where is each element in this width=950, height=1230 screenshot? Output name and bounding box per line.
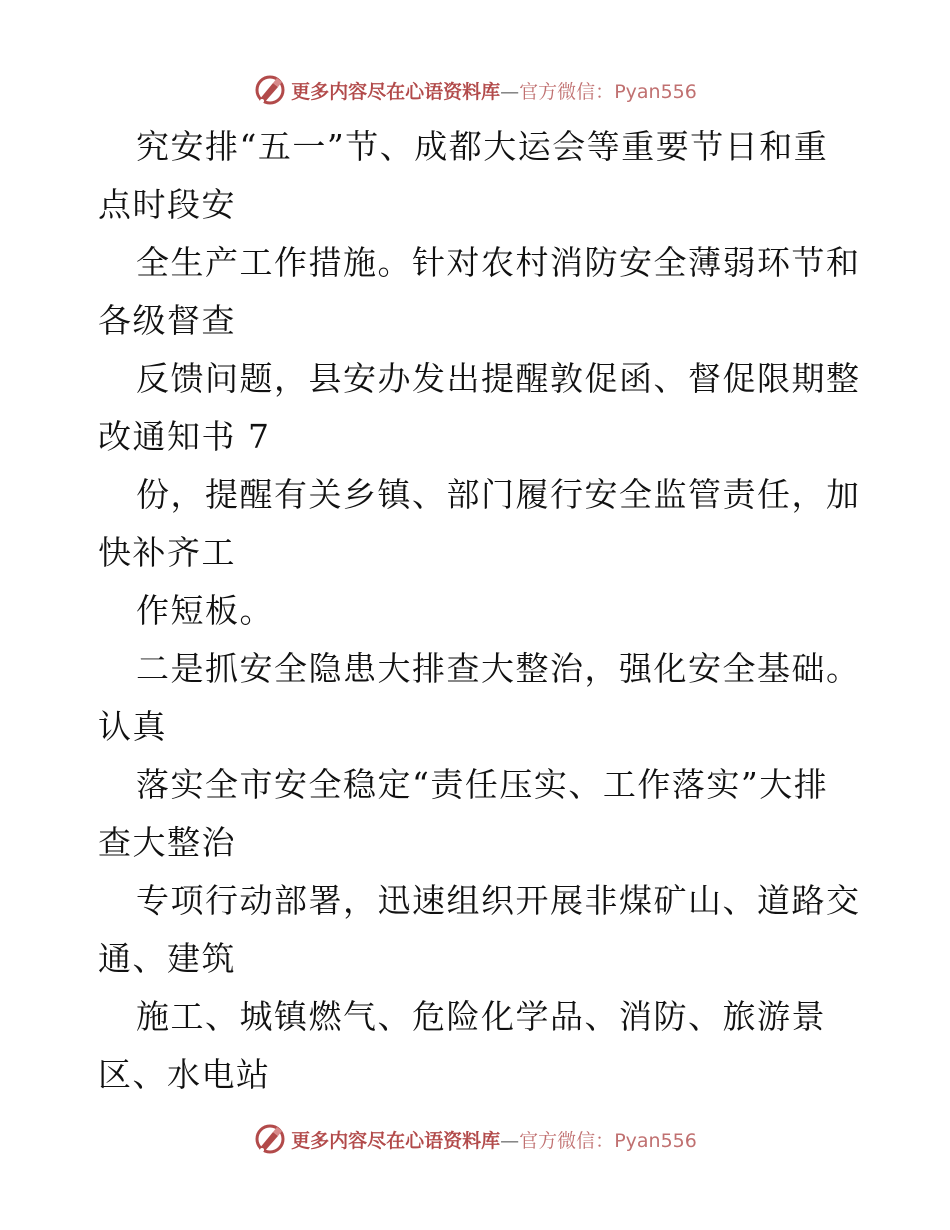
text-line: 点时段安	[98, 185, 236, 224]
text-line: 落实全市安全稳定“责任压实、工作落实”大排	[136, 765, 829, 804]
document-body	[98, 118, 861, 1104]
text-line: 各级督查	[98, 301, 236, 340]
text-line: 通、建筑	[98, 939, 236, 978]
text-line: 反馈问题，县安办发出提醒敦促函、督促限期整	[136, 359, 861, 398]
text-line: 专项行动部署，迅速组织开展非煤矿山、道路交	[136, 881, 861, 920]
text-line: 快补齐工	[98, 533, 236, 572]
banner-separator: —	[500, 80, 520, 103]
footer-watermark	[0, 1119, 950, 1159]
banner-separator: —	[500, 1129, 520, 1152]
text-line: 区、水电站	[98, 1055, 271, 1094]
text-line: 二是抓安全隐患大排查大整治，强化安全基础。	[136, 649, 861, 688]
text-line: 改通知书 7	[98, 417, 271, 456]
header-watermark	[0, 70, 950, 110]
text-line: 份，提醒有关乡镇、部门履行安全监管责任，加	[136, 475, 861, 514]
official-label: 官方微信：	[519, 80, 615, 103]
brand-text: 更多内容尽在心语资料库	[291, 80, 501, 103]
text-line: 施工、城镇燃气、危险化学品、消防、旅游景	[136, 997, 826, 1036]
official-label: 官方微信：	[519, 1129, 615, 1152]
wechat-id: Pyan556	[614, 1129, 697, 1152]
text-line: 究安排“五一”节、成都大运会等重要节日和重	[136, 127, 829, 166]
pen-in-circle-icon	[253, 73, 287, 107]
text-line: 全生产工作措施。针对农村消防安全薄弱环节和	[136, 243, 861, 282]
brand-text: 更多内容尽在心语资料库	[291, 1129, 501, 1152]
text-line: 认真	[98, 707, 167, 746]
text-line: 查大整治	[98, 823, 236, 862]
wechat-id: Pyan556	[614, 80, 697, 103]
pen-in-circle-icon	[253, 1122, 287, 1156]
text-line: 作短板。	[136, 591, 274, 630]
